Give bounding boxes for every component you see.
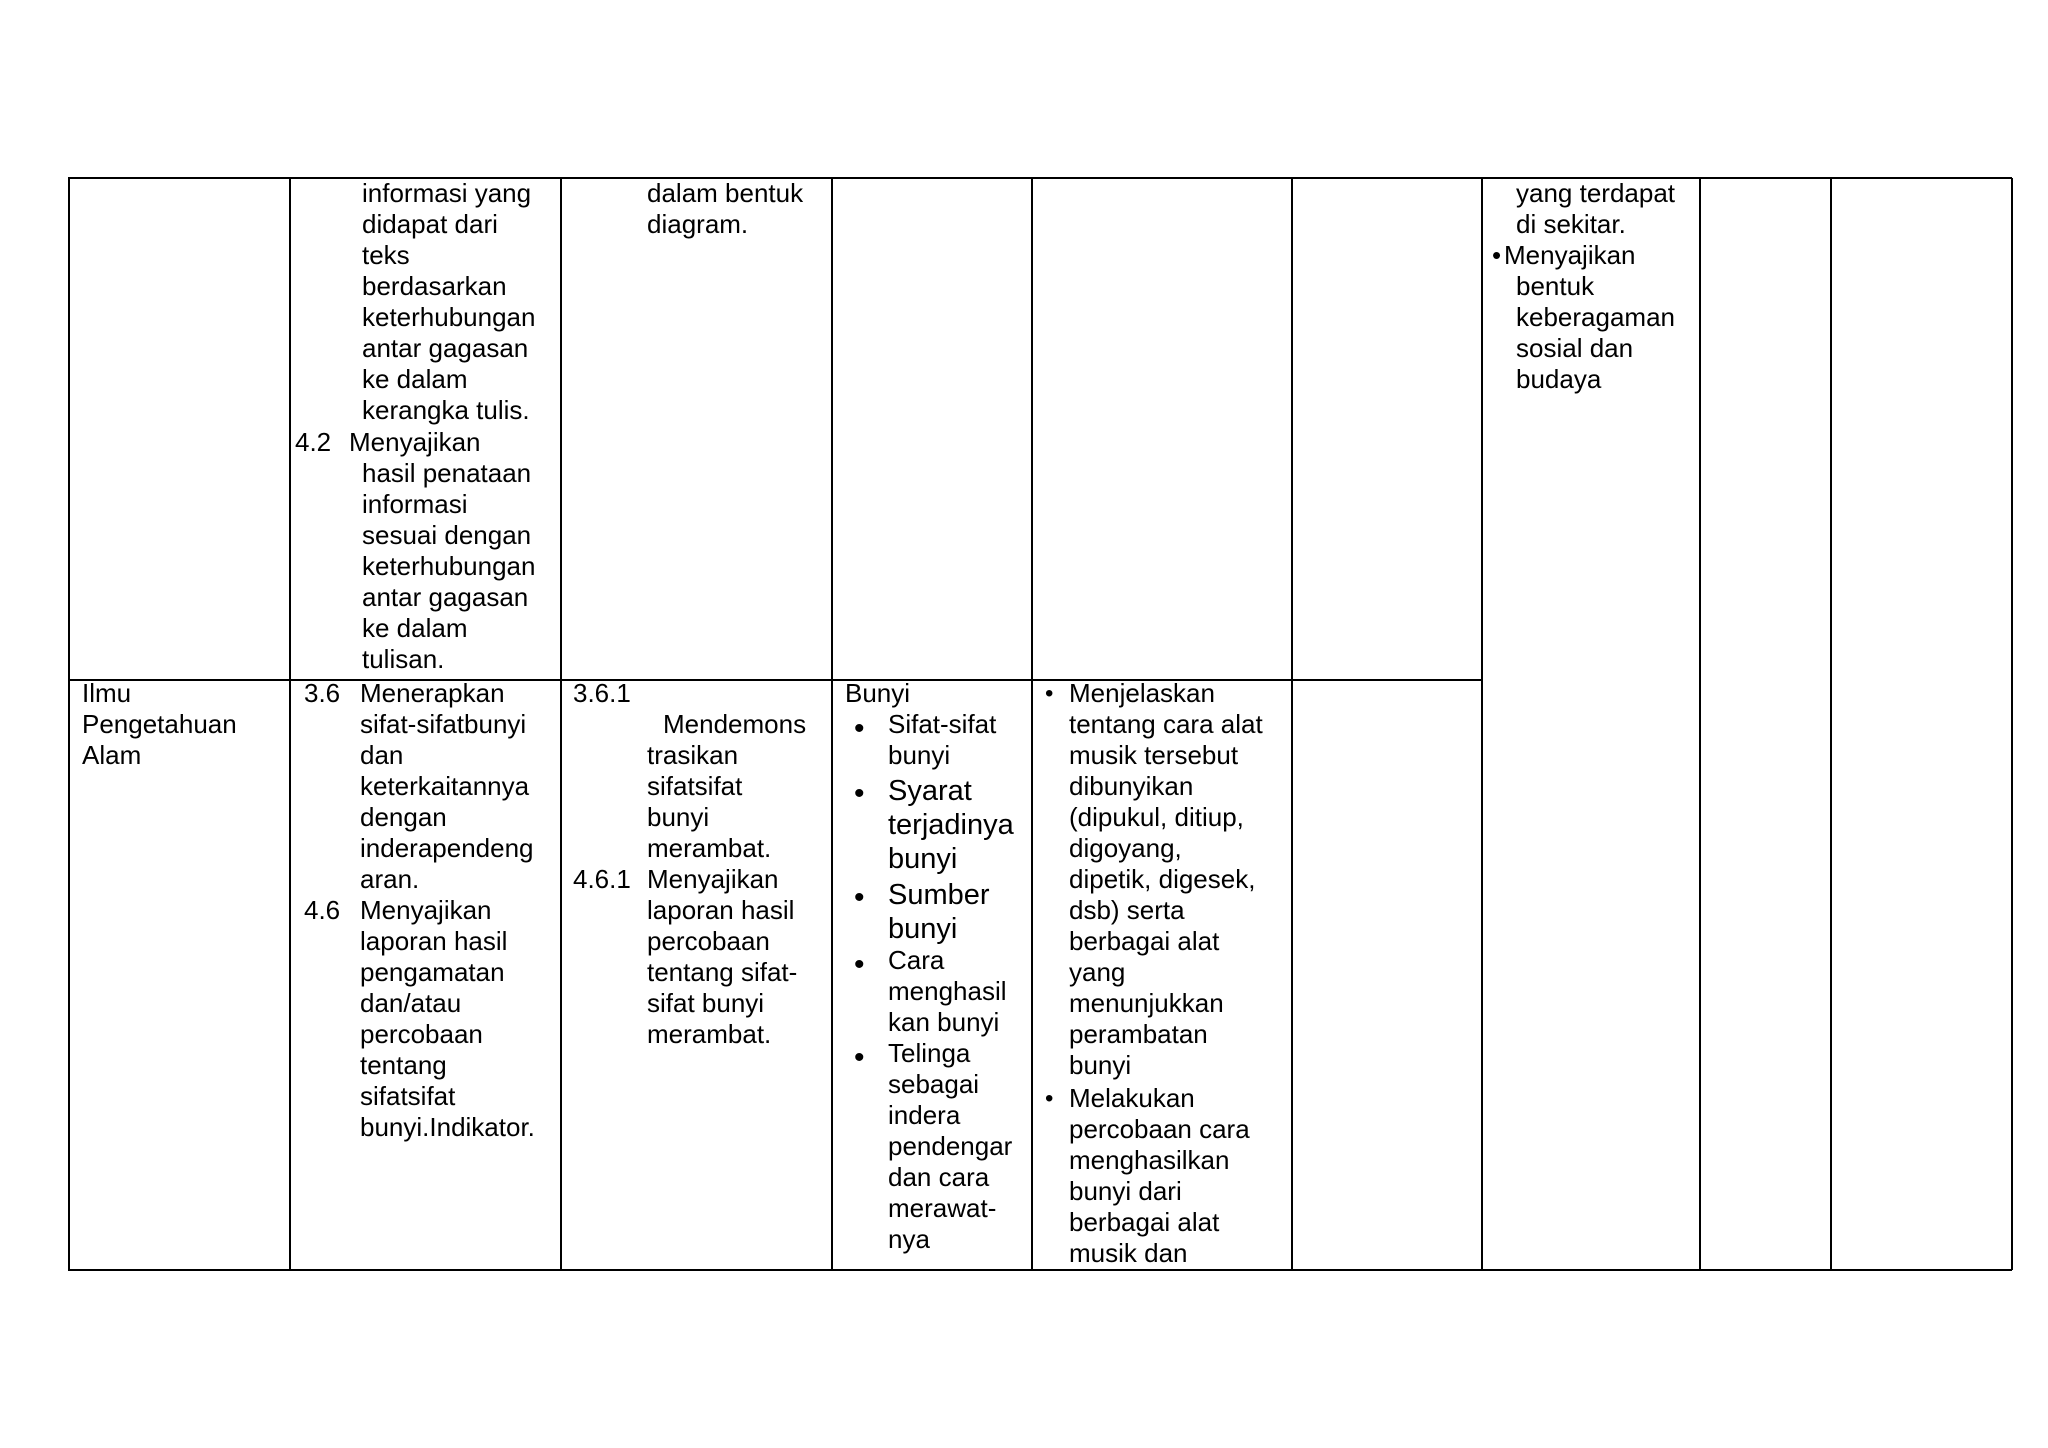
text-line: Melakukan — [1069, 1083, 1195, 1113]
text-line: berbagai alat — [1069, 1207, 1220, 1237]
text-line: keterhubungan — [362, 551, 536, 581]
text-line: ke dalam — [362, 364, 468, 394]
materi-item — [888, 1038, 1012, 1255]
text-line: tentang sifat- — [647, 957, 798, 987]
text-line: Ilmu — [82, 678, 132, 708]
materi-item — [888, 774, 1014, 876]
text-line: diagram. — [647, 209, 749, 239]
text-line: dan/atau — [360, 988, 462, 1018]
text-line: yang terdapat — [1516, 178, 1676, 208]
text-line: merawat- — [888, 1193, 997, 1223]
text-line: perambatan — [1069, 1019, 1208, 1049]
text-line: yang — [1069, 957, 1126, 987]
text-line: musik tersebut — [1069, 740, 1239, 770]
text-line: bunyi — [888, 913, 958, 945]
materi-item — [888, 945, 1007, 1038]
text-line: Cara — [888, 945, 945, 975]
text-line: tulisan. — [362, 644, 445, 674]
disc-bullet-icon: • — [854, 777, 865, 810]
text-line: (dipukul, ditiup, — [1069, 802, 1244, 832]
kd-4-6-number: 4.6 — [304, 895, 341, 925]
text-line: Menerapkan — [360, 678, 505, 708]
dot-bullet-icon: • — [1045, 1085, 1054, 1112]
text-line: bunyi.Indikator. — [360, 1112, 535, 1142]
text-line: aran. — [360, 864, 420, 894]
text-line: percobaan — [647, 926, 770, 956]
text-line: Sifat-sifat — [888, 709, 997, 739]
kd-4-2-text-cont — [362, 458, 535, 675]
text-line: bunyi — [1069, 1050, 1132, 1080]
text-line: merambat. — [647, 1019, 772, 1049]
text-line: Menyajikan — [360, 895, 492, 925]
indikator-3-6-1-first: Mendemons — [663, 709, 807, 739]
text-line: percobaan — [360, 1019, 483, 1049]
text-line: dipetik, digesek, — [1069, 864, 1256, 894]
kd-3-6-number: 3.6 — [304, 678, 341, 708]
text-line: dan cara — [888, 1162, 990, 1192]
text-line: Syarat — [888, 775, 972, 807]
text-line: bunyi dari — [1069, 1176, 1182, 1206]
kd-continuation — [362, 178, 535, 426]
text-line: digoyang, — [1069, 833, 1182, 863]
text-line: Menyajikan — [349, 427, 481, 457]
indikator-continuation — [647, 178, 803, 240]
indikator-3-6-1-number: 3.6.1 — [573, 678, 631, 708]
text-line: menghasil — [888, 976, 1007, 1006]
text-line: ke dalam — [362, 613, 468, 643]
text-line: kan bunyi — [888, 1007, 1000, 1037]
text-line: antar gagasan — [362, 582, 529, 612]
kd-4-2-number: 4.2 — [295, 427, 332, 457]
text-line: antar gagasan — [362, 333, 529, 363]
text-line: Telinga — [888, 1038, 971, 1068]
text-line: nya — [888, 1224, 930, 1254]
text-line: Alam — [82, 740, 142, 770]
text-line: teks — [362, 240, 410, 270]
text-line: berbagai alat — [1069, 926, 1220, 956]
materi-item — [888, 709, 996, 771]
text-line: sifatsifat — [360, 1081, 456, 1111]
text-line: bunyi — [647, 802, 710, 832]
text-line: sebagai — [888, 1069, 980, 1099]
kd-4-2-text — [349, 427, 481, 458]
text-line: informasi yang — [362, 178, 532, 208]
materi-item — [888, 878, 990, 946]
subject-name — [82, 678, 237, 771]
text-line: tentang — [360, 1050, 447, 1080]
text-line: dsb) serta — [1069, 895, 1185, 925]
text-line: Menyajikan — [647, 864, 779, 894]
col6-item-first: Menyajikan — [1504, 240, 1636, 270]
text-line: menunjukkan — [1069, 988, 1224, 1018]
text-line: merambat. — [647, 833, 772, 863]
col6-continuation — [1516, 178, 1675, 240]
col6-bullet-icon: • — [1492, 240, 1502, 270]
text-line: trasikan — [647, 740, 739, 770]
indikator-3-6-1-text — [647, 740, 771, 864]
text-line: berdasarkan — [362, 271, 507, 301]
text-line: dibunyikan — [1069, 771, 1194, 801]
text-line: keterkaitannya — [360, 771, 530, 801]
text-line: laporan hasil — [647, 895, 795, 925]
text-line: hasil penataan — [362, 458, 532, 488]
text-line: bentuk — [1516, 271, 1595, 301]
text-line: didapat dari — [362, 209, 498, 239]
text-line: laporan hasil — [360, 926, 508, 956]
text-line: sifatsifat — [647, 771, 743, 801]
text-line: budaya — [1516, 364, 1602, 394]
text-line: sifat-sifatbunyi — [360, 709, 527, 739]
text-line: Menjelaskan — [1069, 678, 1215, 708]
kegiatan-item — [1069, 678, 1263, 1081]
text-line: Sumber — [888, 879, 990, 911]
text-line: dan — [360, 740, 404, 770]
kegiatan-item — [1069, 1083, 1250, 1269]
text-line: terjadinya — [888, 809, 1014, 841]
disc-bullet-icon: • — [854, 948, 865, 981]
text-line: Pengetahuan — [82, 709, 237, 739]
indikator-4-6-1-text — [647, 864, 797, 1050]
text-line: percobaan cara — [1069, 1114, 1250, 1144]
text-line: musik dan — [1069, 1238, 1188, 1268]
disc-bullet-icon: • — [854, 881, 865, 914]
text-line: bunyi — [888, 740, 951, 770]
text-line: inderapendeng — [360, 833, 534, 863]
kd-3-6-text — [360, 678, 534, 895]
text-line: dengan — [360, 802, 447, 832]
text-line: pengamatan — [360, 957, 505, 987]
text-line: pendengar — [888, 1131, 1013, 1161]
text-line: sosial dan — [1516, 333, 1634, 363]
text-line: dalam bentuk — [647, 178, 804, 208]
text-line: di sekitar. — [1516, 209, 1626, 239]
kd-4-6-text — [360, 895, 535, 1143]
indikator-4-6-1-number: 4.6.1 — [573, 864, 631, 894]
text-line: keberagaman — [1516, 302, 1675, 332]
text-line: bunyi — [888, 843, 958, 875]
text-line: indera — [888, 1100, 961, 1130]
text-line: sifat bunyi — [647, 988, 765, 1018]
col6-item-text — [1516, 271, 1675, 395]
materi-title: Bunyi — [845, 678, 911, 708]
text-line: tentang cara alat — [1069, 709, 1263, 739]
text-line: sesuai dengan — [362, 520, 532, 550]
text-line: keterhubungan — [362, 302, 536, 332]
disc-bullet-icon: • — [854, 712, 865, 745]
dot-bullet-icon: • — [1045, 680, 1054, 707]
text-line: informasi — [362, 489, 468, 519]
disc-bullet-icon: • — [854, 1041, 865, 1074]
text-line: kerangka tulis. — [362, 395, 530, 425]
text-line: menghasilkan — [1069, 1145, 1230, 1175]
